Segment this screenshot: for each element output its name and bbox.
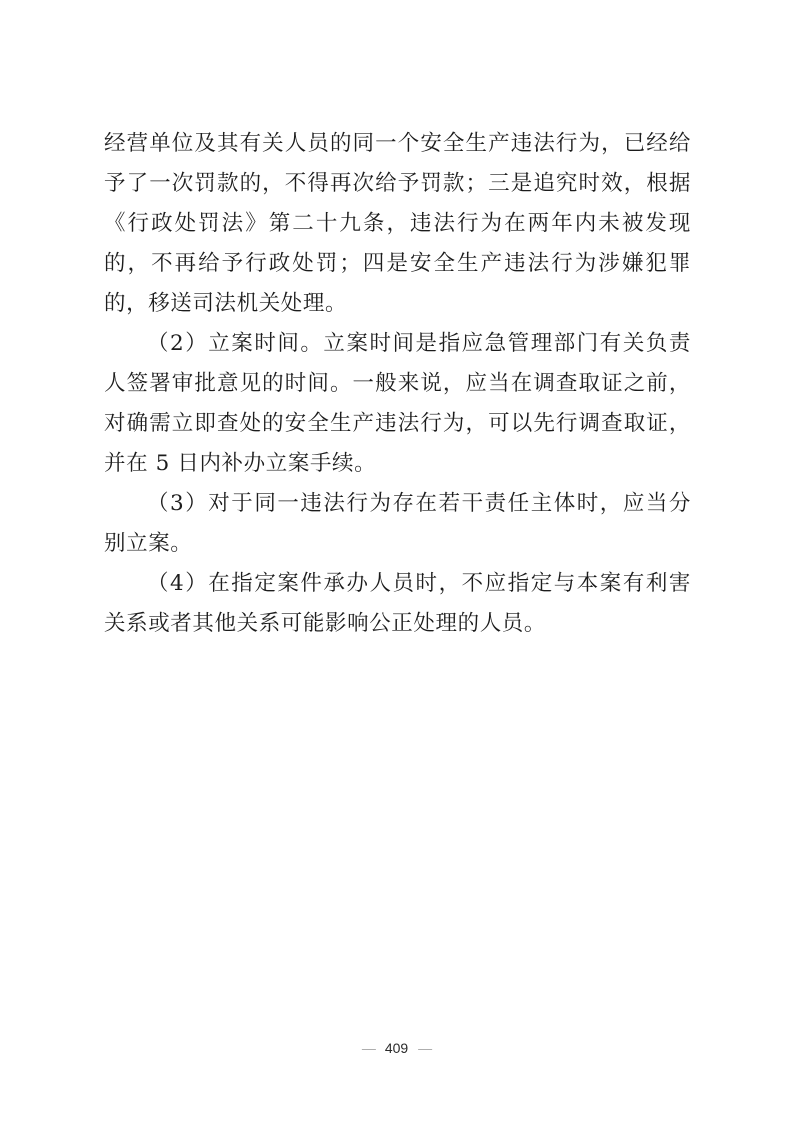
- paragraph-item-3: （3）对于同一违法行为存在若干责任主体时，应当分别立案。: [104, 491, 691, 556]
- page-body-text: [104, 124, 691, 644]
- page-number: 409: [384, 1040, 409, 1056]
- paragraph-item-2: （2）立案时间。立案时间是指应急管理部门有关负责人签署审批意见的时间。一般来说，应当在调查取证之前，对确需立即查处的安全生产违法行为，可以先行调查取证，并在 5 日内补办立案手续。: [104, 331, 691, 476]
- paragraph-item-4: （4）在指定案件承办人员时，不应指定与本案有利害关系或者其他关系可能影响公正处理的人员。: [104, 571, 691, 636]
- paragraph-continuation: 经营单位及其有关人员的同一个安全生产违法行为，已经给予了一次罚款的，不得再次给予罚款；三是追究时效，根据《行政处罚法》第二十九条，违法行为在两年内未被发现的，不再给予行政处罚；四是安全生产违法行为涉嫌犯罪的，移送司法机关处理。: [104, 131, 691, 316]
- page-footer: [0, 1038, 793, 1058]
- footer-dash-right: —: [418, 1040, 432, 1056]
- footer-dash-left: —: [361, 1040, 375, 1056]
